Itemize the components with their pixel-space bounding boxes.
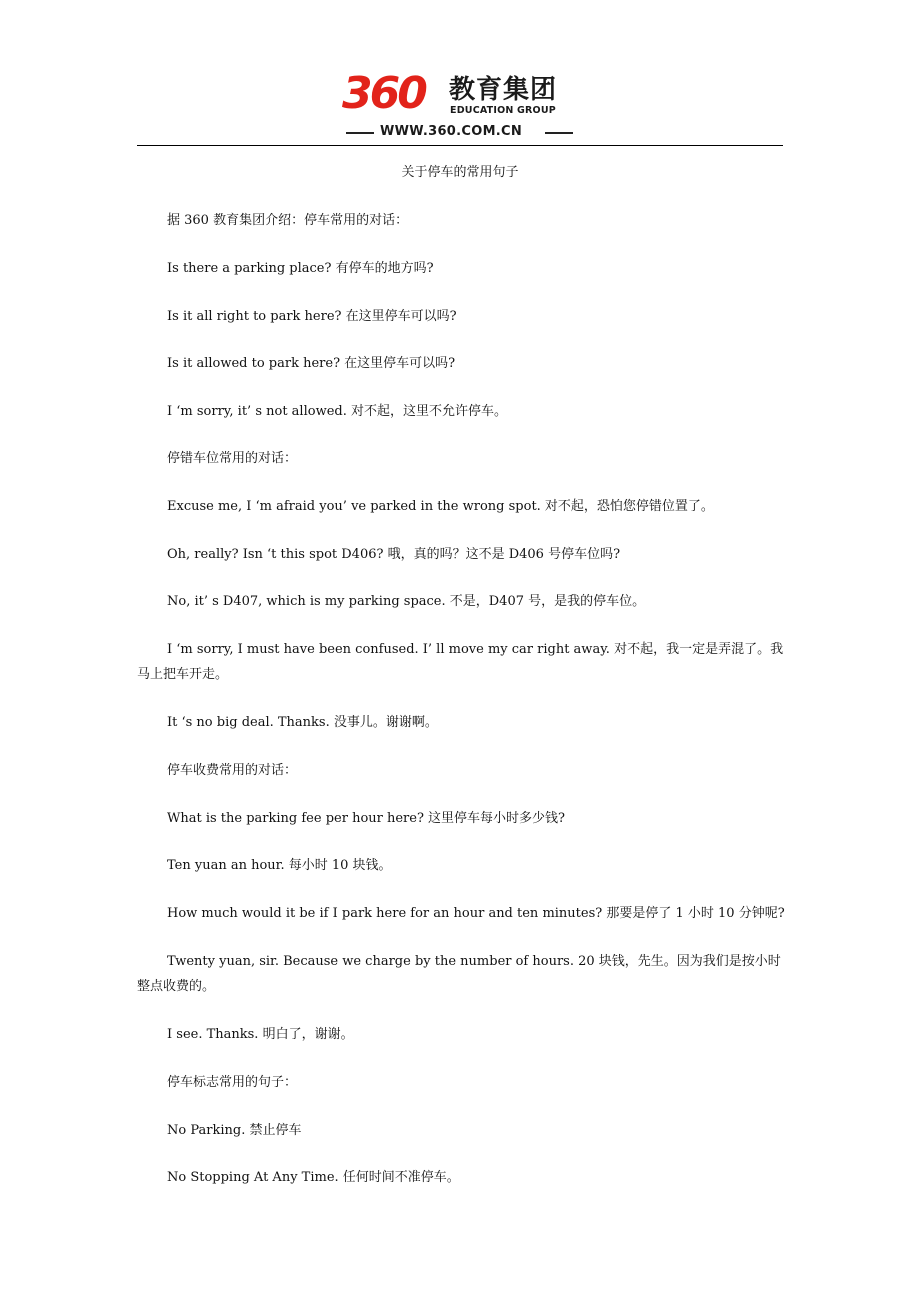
page-header	[0, 0, 920, 150]
paragraph: No Parking. 禁止停车	[167, 1123, 302, 1138]
logo-360-education-group	[340, 68, 580, 142]
paragraph: Is it allowed to park here? 在这里停车可以吗?	[167, 356, 456, 371]
logo-dash-left	[346, 132, 374, 134]
section-heading: 停车收费常用的对话：	[167, 763, 298, 778]
logo-chinese-name: 教育集团	[449, 75, 558, 105]
document-title: 关于停车的常用句子	[401, 165, 519, 180]
paragraph: I ‘m sorry, it’ s not allowed. 对不起，这里不允许停车。	[167, 404, 507, 419]
paragraph: No Stopping At Any Time. 任何时间不准停车。	[167, 1170, 460, 1185]
paragraph: Excuse me, I ‘m afraid you’ ve parked in the wrong spot. 对不起，恐怕您停错位置了。	[167, 499, 714, 514]
paragraph: Ten yuan an hour. 每小时 10 块钱。	[167, 858, 392, 873]
section-heading: 停错车位常用的对话：	[167, 451, 298, 466]
paragraph: No, it’ s D407, which is my parking space. 不是，D407 号，是我的停车位。	[167, 594, 646, 609]
paragraph: Oh, really? Isn ‘t this spot D406? 哦，真的吗？这不是 D406 号停车位吗?	[167, 547, 621, 562]
logo-dash-right	[545, 132, 573, 134]
paragraph: I ‘m sorry, I must have been confused. I’ ll move my car right away. 对不起，我一定是弄混了。我马上把车开走。	[137, 642, 784, 682]
paragraph: Is there a parking place? 有停车的地方吗?	[167, 261, 434, 276]
header-divider	[137, 145, 783, 146]
paragraph: How much would it be if I park here for an hour and ten minutes? 那要是停了 1 小时 10 分钟呢?	[167, 906, 785, 921]
paragraph: Twenty yuan, sir. Because we charge by the number of hours. 20 块钱，先生。因为我们是按小时整点收费的。	[137, 954, 781, 994]
logo-english-name: EDUCATION GROUP	[450, 105, 556, 116]
paragraph: I see. Thanks. 明白了，谢谢。	[167, 1027, 354, 1042]
paragraph: What is the parking fee per hour here? 这里停车每小时多少钱?	[167, 811, 566, 826]
paragraph: It ‘s no big deal. Thanks. 没事儿。谢谢啊。	[167, 715, 438, 730]
paragraph: Is it all right to park here? 在这里停车可以吗?	[167, 309, 457, 324]
logo-url-row	[340, 124, 580, 140]
logo-number: 360	[342, 68, 425, 119]
logo-url: WWW.360.COM.CN	[380, 124, 523, 139]
section-heading: 停车标志常用的句子：	[167, 1075, 298, 1090]
paragraph-intro: 据 360 教育集团介绍：停车常用的对话：	[167, 213, 409, 228]
